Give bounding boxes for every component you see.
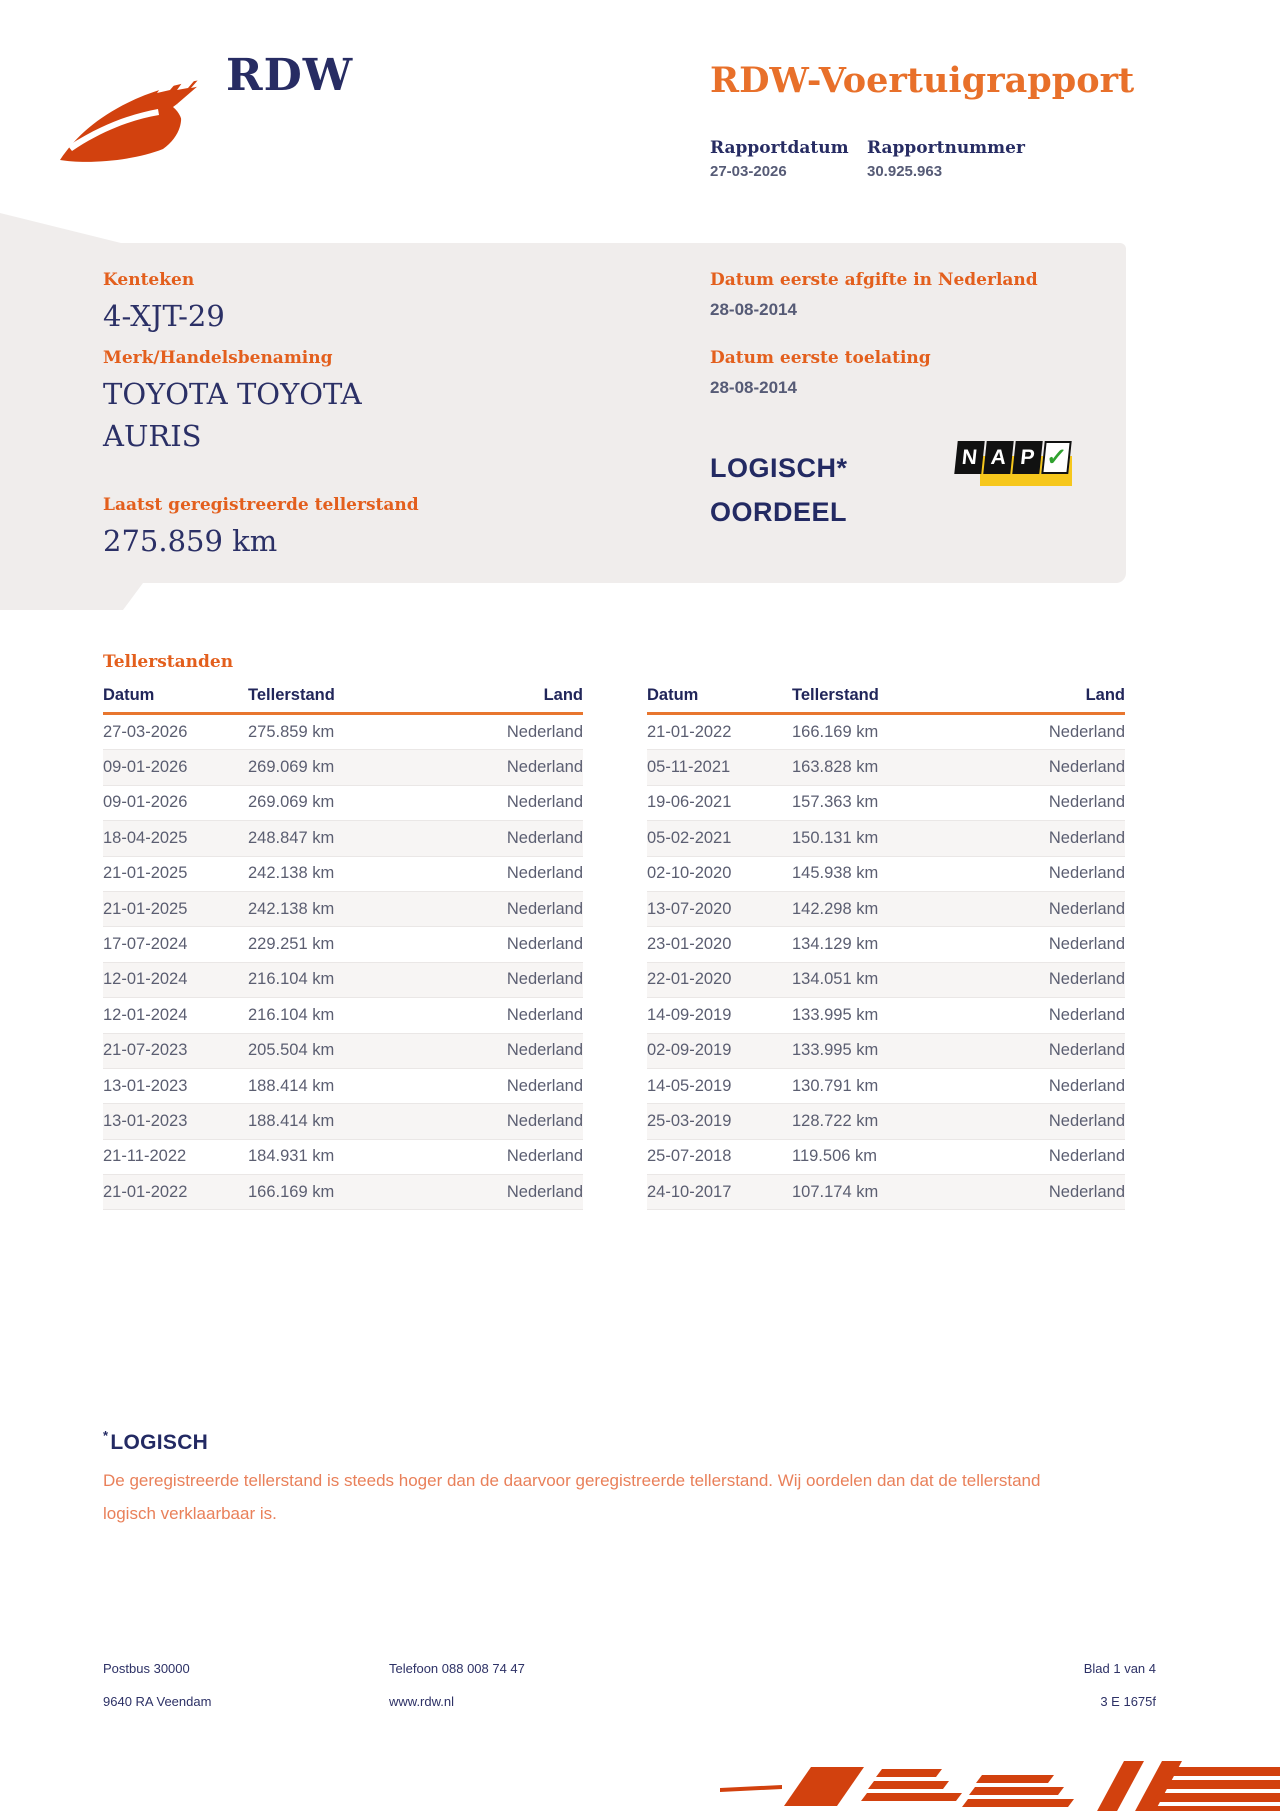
cell-tellerstand: 188.414 km (248, 1076, 335, 1095)
table-header-row (647, 686, 1125, 715)
toelating-date: 28-08-2014 (710, 378, 797, 397)
logisch-heading-text: LOGISCH (110, 1431, 209, 1454)
cell-datum: 05-11-2021 (647, 758, 731, 777)
nap-logo (956, 441, 1074, 489)
tellerstand-value: 275.859 km (103, 524, 278, 558)
cell-land: Nederland (506, 1005, 583, 1024)
table-row (103, 715, 583, 750)
cell-datum: 02-09-2019 (647, 1041, 732, 1060)
cell-land: Nederland (1048, 828, 1125, 847)
cell-datum: 21-07-2023 (103, 1041, 188, 1060)
kenteken-label: Kenteken (103, 270, 195, 290)
cell-land: Nederland (506, 1182, 583, 1201)
column-header-datum: Datum (103, 686, 155, 704)
logisch-explanation-text: De geregistreerde tellerstand is steeds hoger dan de daarvoor geregistreerde tellerstand. Wij oordelen dan dat de tellerstand logisch verklaarbaar is. (103, 1471, 1041, 1523)
asterisk: * (103, 1428, 109, 1443)
oordeel-verdict (710, 446, 848, 534)
cell-land: Nederland (506, 899, 583, 918)
cell-land: Nederland (1048, 722, 1125, 741)
cell-datum: 12-01-2024 (103, 970, 188, 989)
report-date-label: Rapportdatum (710, 138, 849, 158)
footer-doc-code: 3 E 1675f (1100, 1694, 1156, 1709)
cell-land: Nederland (1048, 1147, 1125, 1166)
cell-tellerstand: 216.104 km (248, 1005, 335, 1024)
table-row (103, 1104, 583, 1139)
cell-tellerstand: 205.504 km (248, 1041, 335, 1060)
table-row (103, 1069, 583, 1104)
table-row (647, 1175, 1125, 1210)
report-number-label: Rapportnummer (867, 138, 1025, 158)
toelating-label: Datum eerste toelating (710, 348, 931, 368)
table-row (103, 857, 583, 892)
page-title: RDW-Voertuigrapport (710, 60, 1135, 101)
table-row (647, 1034, 1125, 1069)
rdw-logo-swoosh-icon (58, 74, 210, 164)
cell-land: Nederland (1048, 793, 1125, 812)
cell-tellerstand: 184.931 km (248, 1147, 335, 1166)
cell-datum: 23-01-2020 (647, 935, 732, 954)
cell-datum: 09-01-2026 (103, 793, 188, 812)
report-number-value: 30.925.963 (867, 163, 943, 180)
cell-datum: 12-01-2024 (103, 1005, 188, 1024)
cell-land: Nederland (506, 935, 583, 954)
logisch-explanation-heading (103, 1428, 208, 1455)
cell-tellerstand: 242.138 km (248, 864, 335, 883)
cell-tellerstand: 269.069 km (248, 758, 335, 777)
cell-tellerstand: 107.174 km (792, 1182, 879, 1201)
nap-letter-a: A (983, 441, 1013, 474)
table-row (647, 821, 1125, 856)
cell-datum: 13-01-2023 (103, 1076, 188, 1095)
cell-datum: 18-04-2025 (103, 828, 188, 847)
cell-land: Nederland (506, 1147, 583, 1166)
tellerstanden-table-left (103, 686, 583, 1210)
table-row (103, 1175, 583, 1210)
cell-land: Nederland (506, 793, 583, 812)
cell-tellerstand: 133.995 km (792, 1005, 879, 1024)
afgifte-label: Datum eerste afgifte in Nederland (710, 270, 1038, 290)
cell-datum: 13-01-2023 (103, 1111, 188, 1130)
table-row (647, 750, 1125, 785)
footer-website: www.rdw.nl (389, 1694, 455, 1709)
nap-letter-n: N (954, 441, 984, 474)
cell-datum: 25-07-2018 (647, 1147, 732, 1166)
footer-address-line1: Postbus 30000 (103, 1661, 190, 1676)
cell-tellerstand: 142.298 km (792, 899, 879, 918)
cell-land: Nederland (506, 1076, 583, 1095)
afgifte-date: 28-08-2014 (710, 300, 797, 319)
tellerstand-label: Laatst geregistreerde tellerstand (103, 495, 419, 515)
cell-tellerstand: 275.859 km (248, 722, 335, 741)
vehicle-info-panel (0, 243, 1126, 583)
cell-datum: 21-01-2025 (103, 864, 188, 883)
cell-land: Nederland (1048, 970, 1125, 989)
table-row (103, 963, 583, 998)
cell-land: Nederland (1048, 899, 1125, 918)
footer-address-line2: 9640 RA Veendam (103, 1694, 212, 1709)
footer-page-indicator: Blad 1 van 4 (1083, 1661, 1156, 1676)
cell-land: Nederland (506, 722, 583, 741)
column-header-tellerstand: Tellerstand (248, 686, 335, 704)
table-body (647, 715, 1125, 1210)
merk-value: TOYOTA TOYOTA AURIS (103, 377, 362, 453)
tellerstanden-section-title: Tellerstanden (103, 652, 234, 672)
cell-land: Nederland (1048, 935, 1125, 954)
column-header-land: Land (543, 686, 583, 704)
cell-land: Nederland (506, 1111, 583, 1130)
nap-check-icon: ✓ (1041, 441, 1071, 474)
kenteken-value: 4-XJT-29 (103, 299, 225, 333)
footer-phone: Telefoon 088 008 74 47 (389, 1661, 525, 1676)
cell-tellerstand: 163.828 km (792, 758, 879, 777)
cell-land: Nederland (1048, 1005, 1125, 1024)
cell-tellerstand: 269.069 km (248, 793, 335, 812)
cell-tellerstand: 229.251 km (248, 935, 335, 954)
cell-land: Nederland (506, 1041, 583, 1060)
cell-tellerstand: 150.131 km (792, 828, 879, 847)
table-row (103, 786, 583, 821)
cell-tellerstand: 133.995 km (792, 1041, 879, 1060)
cell-datum: 17-07-2024 (103, 935, 188, 954)
cell-land: Nederland (506, 828, 583, 847)
cell-datum: 21-01-2022 (647, 722, 732, 741)
table-row (647, 892, 1125, 927)
cell-land: Nederland (1048, 864, 1125, 883)
cell-land: Nederland (506, 970, 583, 989)
table-row (647, 927, 1125, 962)
column-header-land: Land (1085, 686, 1125, 704)
table-row (647, 786, 1125, 821)
cell-land: Nederland (1048, 1111, 1125, 1130)
table-row (103, 892, 583, 927)
rdw-wordmark: RDW (226, 50, 354, 101)
cell-tellerstand: 134.129 km (792, 935, 879, 954)
cell-tellerstand: 216.104 km (248, 970, 335, 989)
cell-datum: 27-03-2026 (103, 722, 188, 741)
cell-datum: 21-11-2022 (103, 1147, 187, 1166)
oordeel-word: OORDEEL (710, 497, 848, 527)
cell-datum: 24-10-2017 (647, 1182, 732, 1201)
cell-datum: 19-06-2021 (647, 793, 732, 812)
cell-datum: 21-01-2022 (103, 1182, 188, 1201)
table-row (103, 927, 583, 962)
column-header-tellerstand: Tellerstand (792, 686, 879, 704)
table-body (103, 715, 583, 1210)
cell-datum: 14-05-2019 (647, 1076, 732, 1095)
cell-datum: 02-10-2020 (647, 864, 732, 883)
tellerstanden-table-right (647, 686, 1125, 1210)
table-row (647, 1104, 1125, 1139)
cell-land: Nederland (506, 758, 583, 777)
cell-tellerstand: 166.169 km (792, 722, 879, 741)
cell-tellerstand: 242.138 km (248, 899, 335, 918)
table-row (647, 963, 1125, 998)
table-row (103, 1034, 583, 1069)
cell-land: Nederland (1048, 1076, 1125, 1095)
cell-land: Nederland (1048, 758, 1125, 777)
cell-tellerstand: 157.363 km (792, 793, 879, 812)
table-row (647, 1069, 1125, 1104)
table-header-row (103, 686, 583, 715)
cell-datum: 25-03-2019 (647, 1111, 732, 1130)
table-row (647, 998, 1125, 1033)
cell-tellerstand: 188.414 km (248, 1111, 335, 1130)
cell-tellerstand: 134.051 km (792, 970, 879, 989)
oordeel-value: LOGISCH* (710, 453, 848, 483)
cell-land: Nederland (1048, 1041, 1125, 1060)
merk-label: Merk/Handelsbenaming (103, 348, 333, 368)
cell-tellerstand: 145.938 km (792, 864, 879, 883)
cell-tellerstand: 119.506 km (792, 1147, 877, 1166)
table-row (103, 998, 583, 1033)
rdw-footer-decoration (720, 1761, 1280, 1811)
table-row (647, 715, 1125, 750)
cell-datum: 09-01-2026 (103, 758, 188, 777)
nap-tiles (954, 441, 1071, 474)
table-row (103, 1140, 583, 1175)
table-row (103, 821, 583, 856)
report-date-value: 27-03-2026 (710, 163, 787, 180)
cell-datum: 14-09-2019 (647, 1005, 732, 1024)
cell-tellerstand: 130.791 km (792, 1076, 879, 1095)
column-header-datum: Datum (647, 686, 699, 704)
cell-datum: 05-02-2021 (647, 828, 732, 847)
cell-tellerstand: 248.847 km (248, 828, 335, 847)
table-row (647, 1140, 1125, 1175)
cell-datum: 13-07-2020 (647, 899, 732, 918)
cell-datum: 22-01-2020 (647, 970, 732, 989)
cell-tellerstand: 128.722 km (792, 1111, 879, 1130)
nap-letter-p: P (1012, 441, 1042, 474)
table-row (647, 857, 1125, 892)
cell-tellerstand: 166.169 km (248, 1182, 335, 1201)
table-row (103, 750, 583, 785)
cell-datum: 21-01-2025 (103, 899, 188, 918)
cell-land: Nederland (506, 864, 583, 883)
cell-land: Nederland (1048, 1182, 1125, 1201)
